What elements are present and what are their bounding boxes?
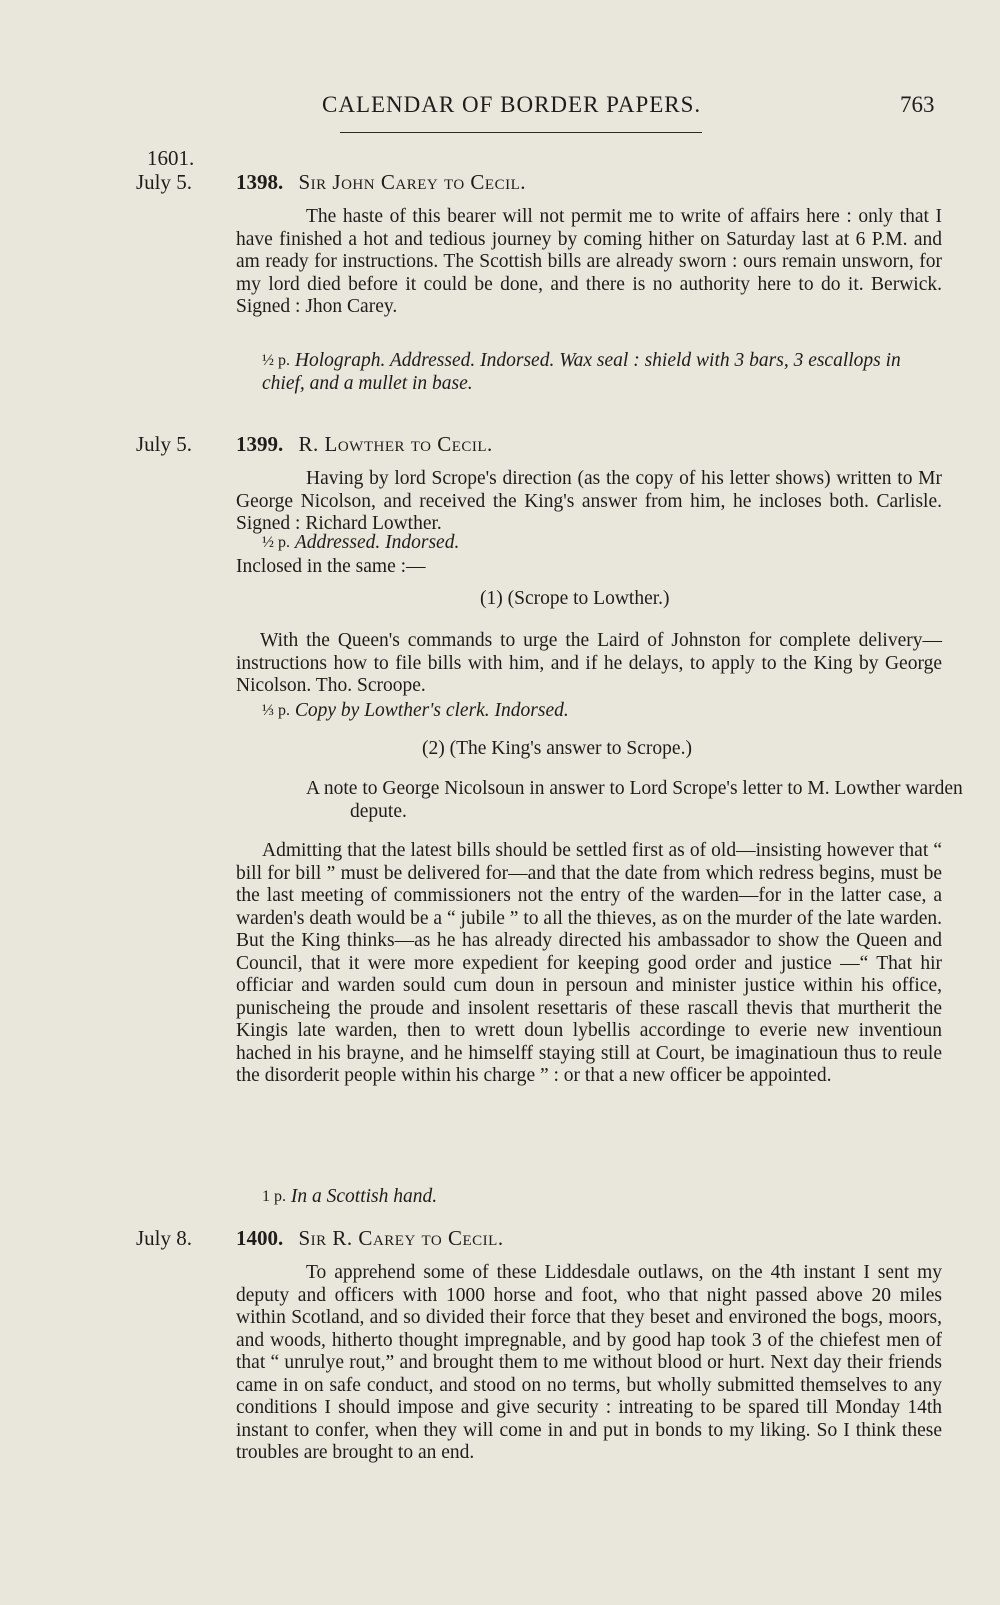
inclosed-line: Inclosed in the same :— xyxy=(236,556,426,577)
entry-text: The haste of this bearer will not permit me to write of affairs here : only that I have finished a hot and tedious journey by coming hither on Saturday last at 6 P.M. and am ready for instructions. The Scottish bills are already sworn : ours remain unsworn, for my lord died before it could be done, and there is no authority here to do it. Berwick. Signed : Jhon Carey. xyxy=(236,206,942,317)
note-fraction: 1 p. xyxy=(262,1188,286,1205)
entry-note xyxy=(262,532,942,555)
entry-date: July 5. xyxy=(136,170,193,194)
entry-date: July 5. xyxy=(136,432,193,456)
entry-heading xyxy=(236,170,526,195)
enclosure-1-note xyxy=(262,700,942,723)
entry-title: Sir R. Carey to Cecil. xyxy=(298,1226,504,1250)
header-rule xyxy=(340,132,702,133)
entry-title: Sir John Carey to Cecil. xyxy=(298,170,526,194)
entry-heading xyxy=(236,1226,504,1251)
note-fraction: ½ p. xyxy=(262,352,290,369)
running-title: CALENDAR OF BORDER PAPERS. xyxy=(322,92,702,117)
year-marker: 1601. xyxy=(147,146,195,170)
entry-number: 1399. xyxy=(236,432,284,456)
entry-heading xyxy=(236,432,493,457)
enclosure-1-title: (1) (Scrope to Lowther.) xyxy=(480,588,670,609)
note-text: In a Scottish hand. xyxy=(290,1186,438,1207)
enclosure-1-text: With the Queen's commands to urge the Laird of Johnston for complete delivery—instructions how to file bills with him, and if he delays, to apply to the King by George Nicolson. Tho. Scroope. xyxy=(236,630,942,696)
enclosure-2-note xyxy=(262,1186,942,1209)
page-header xyxy=(0,92,1000,132)
entry-number: 1398. xyxy=(236,170,284,194)
enclosure-2-summary: A note to George Nicolsoun in answer to Lord Scrope's letter to M. Lowther warden depute. xyxy=(306,778,963,822)
entry-text: Having by lord Scrope's direction (as the copy of his letter shows) written to Mr George Nicolson, and received the King's answer from him, he incloses both. Carlisle. Signed : Richard Lowther. xyxy=(236,468,942,534)
note-text: Holograph. Addressed. Indorsed. Wax seal : shield with 3 bars, 3 escallops in chief, and a mullet in base. xyxy=(262,350,901,394)
note-fraction: ½ p. xyxy=(262,534,290,551)
note-text: Copy by Lowther's clerk. Indorsed. xyxy=(294,700,569,721)
enclosure-2-text: Admitting that the latest bills should be settled first as of old—insisting however that “ bill for bill ” must be delivered for—and that the date from which redress begins, must be the last meeting of commissioners not the entry of the warden—for in the latter case, a warden's death would be a “ jubile ” to all the thieves, as on the murder of the late warden. But the King thinks—as he has already directed his ambassador to show the Queen and Council, that it were more expedient for keeping good order and justice —“ That hir officiar and warden sould cum doun in persoun and minister justice within his office, punischeing the proude and insolent resettaris of these rascall thevis that murtherit the Kingis late warden, then to wrett doun lybellis accordinge to everie new inventioun hached in his brayne, and he himselff staying still at Court, be imaginatioun thus to reule the disorderit people within his charge ” : or that a new officer be appointed. xyxy=(236,840,942,1086)
entry-text: To apprehend some of these Liddesdale outlaws, on the 4th instant I sent my deputy and officers with 1000 horse and foot, who that night passed above 20 miles within Scotland, and so divided their force that they beset and environed the bogs, moors, and woods, hitherto thought impregnable, and by good hap took 3 of the chiefest men of that “ unrulye rout,” and brought them to me without blood or hurt. Next day their friends came in on safe conduct, and stood on no terms, but wholly submitted themselves to any conditions I should impose and give security : intreating to be spared till Monday 14th instant to confer, when they will come in and put in bonds to my liking. So I think these troubles are brought to an end. xyxy=(236,1262,942,1463)
entry-date: July 8. xyxy=(136,1226,193,1250)
entry-title: R. Lowther to Cecil. xyxy=(298,432,493,456)
entry-number: 1400. xyxy=(236,1226,284,1250)
entry-note xyxy=(262,350,942,395)
page-number: 763 xyxy=(900,92,935,117)
note-text: Addressed. Indorsed. xyxy=(294,532,460,553)
note-fraction: ⅓ p. xyxy=(262,702,290,719)
enclosure-2-title: (2) (The King's answer to Scrope.) xyxy=(422,738,692,759)
